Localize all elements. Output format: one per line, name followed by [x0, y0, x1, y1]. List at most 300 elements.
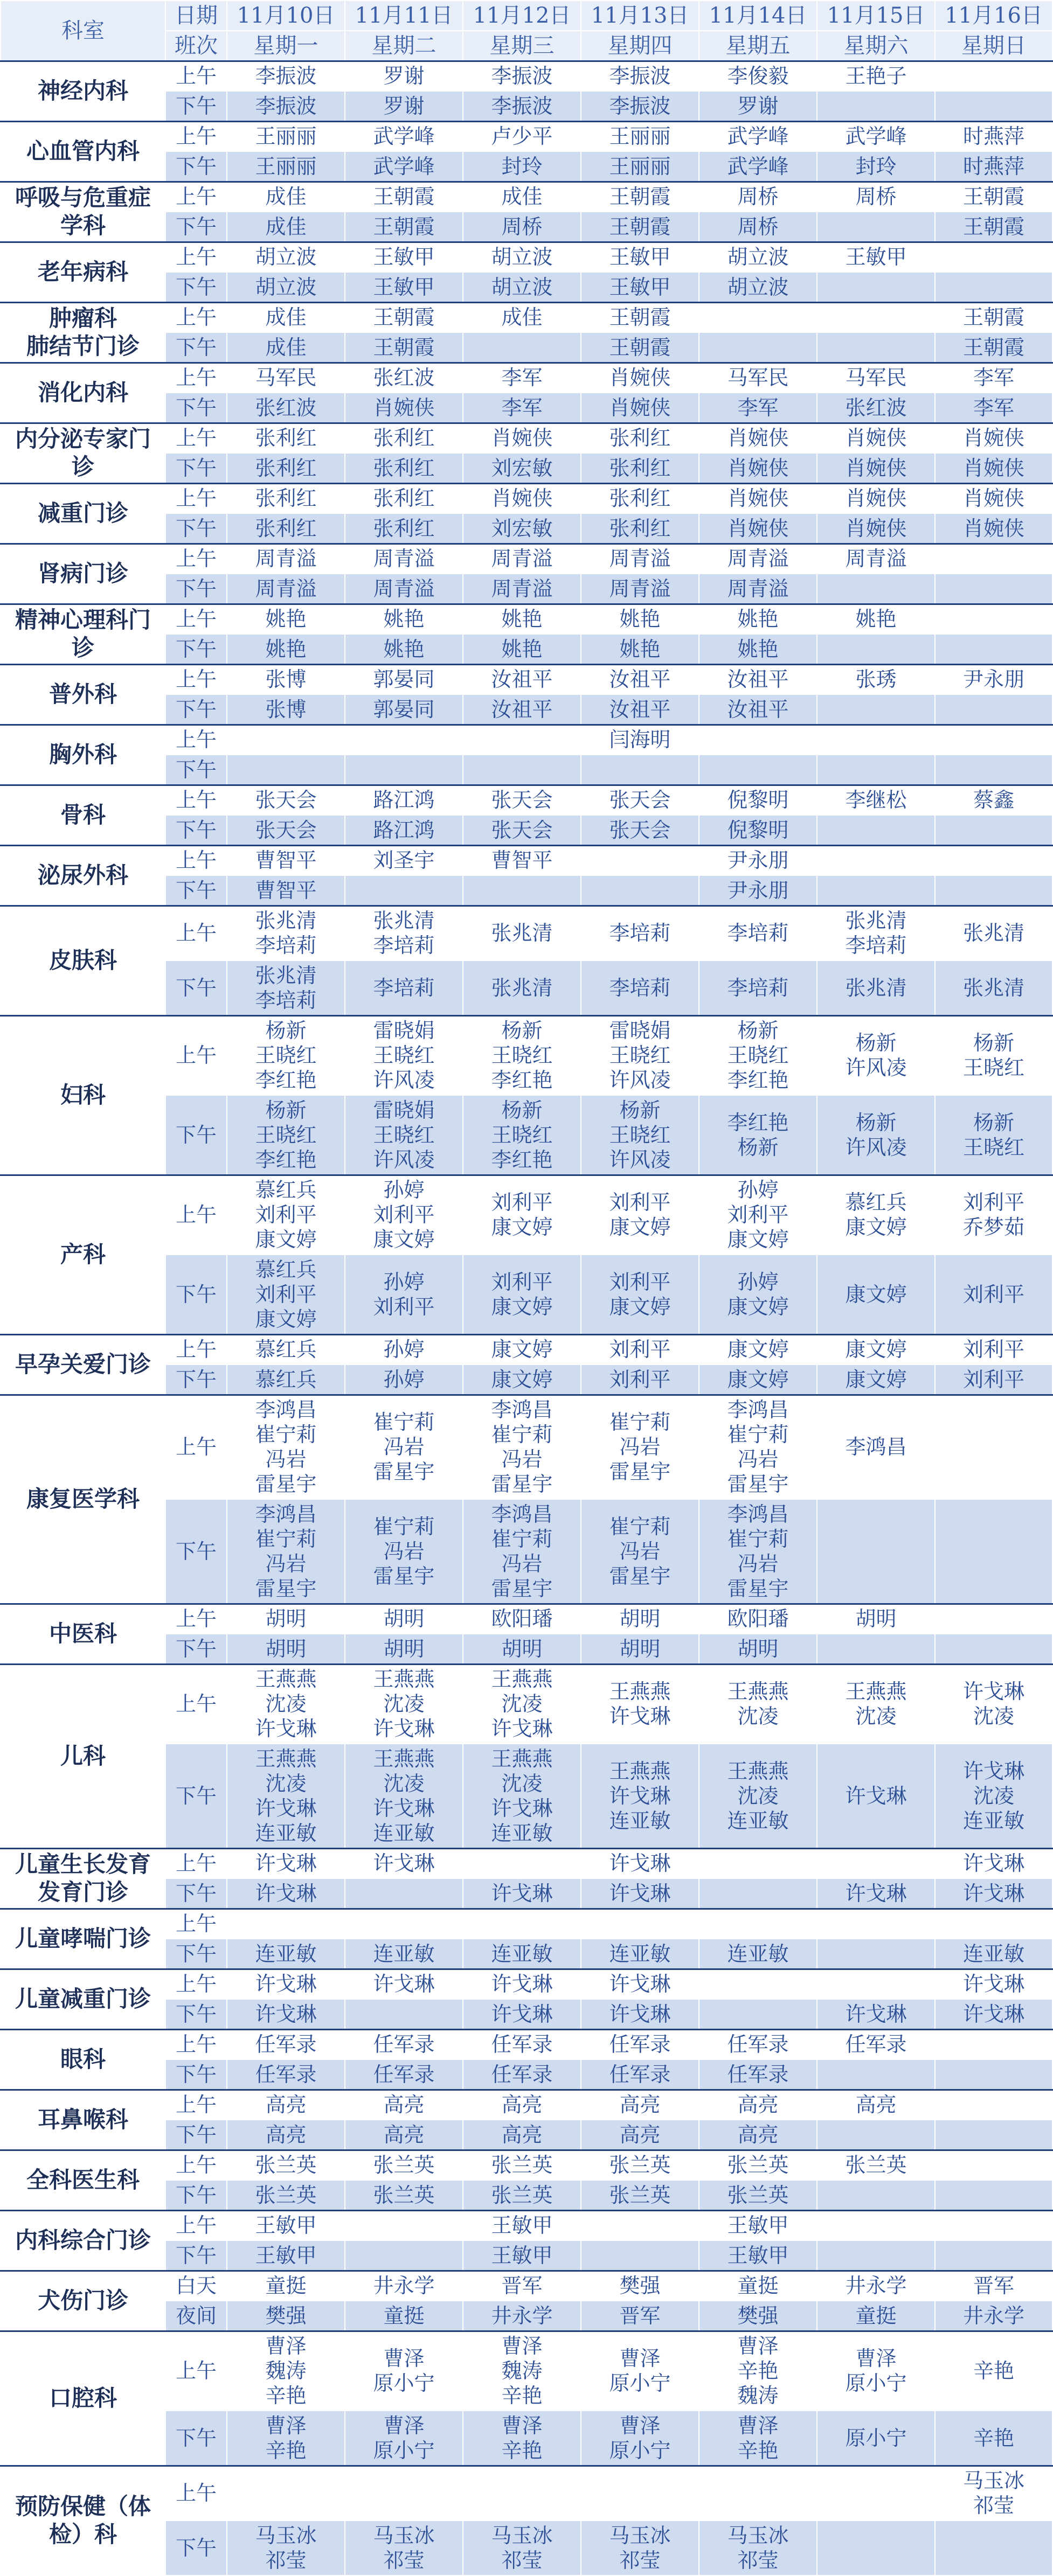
- doctor-cell: 罗谢: [699, 91, 817, 121]
- doctor-cell: 任军录: [581, 2029, 699, 2059]
- doctor-cell: 肖婉侠: [935, 453, 1052, 483]
- doctor-cell: 王敏甲: [699, 2210, 817, 2240]
- department-name: 产科: [1, 1175, 165, 1334]
- doctor-cell: 罗谢: [345, 91, 463, 121]
- doctor-cell: [463, 332, 581, 363]
- schedule-body: [1, 61, 1052, 2575]
- doctor-cell: 高亮: [699, 2090, 817, 2120]
- doctor-cell: 王朝霞: [345, 332, 463, 363]
- schedule-row: [1, 182, 1052, 212]
- doctor-cell: 周青溢: [345, 574, 463, 604]
- doctor-cell: 许戈琳: [345, 1848, 463, 1878]
- doctor-cell: 康文婷: [817, 1334, 935, 1364]
- doctor-cell: 慕红兵 刘利平 康文婷: [227, 1175, 345, 1255]
- doctor-cell: [935, 1604, 1052, 1634]
- doctor-cell: 曹泽 辛艳 魏涛: [699, 2331, 817, 2411]
- doctor-cell: [817, 1634, 935, 1664]
- shift-label: 下午: [165, 393, 227, 423]
- schedule-row: [1, 121, 1052, 151]
- shift-label: 上午: [165, 483, 227, 513]
- header-weekday: 星期二: [345, 31, 463, 61]
- doctor-cell: [935, 272, 1052, 302]
- doctor-cell: 刘利平: [581, 1364, 699, 1395]
- doctor-cell: 许戈琳: [227, 1999, 345, 2029]
- schedule-row: [1, 1848, 1052, 1878]
- doctor-cell: 闫海明: [581, 725, 699, 755]
- department-name: 耳鼻喉科: [1, 2090, 165, 2150]
- shift-label: 上午: [165, 1848, 227, 1878]
- shift-label: 下午: [165, 634, 227, 664]
- doctor-cell: [227, 1909, 345, 1939]
- doctor-cell: 胡明: [227, 1634, 345, 1664]
- doctor-cell: [935, 1499, 1052, 1604]
- doctor-cell: 肖婉侠: [699, 513, 817, 544]
- doctor-cell: 井永学: [935, 2301, 1052, 2331]
- schedule-row: [1, 544, 1052, 574]
- schedule-row: [1, 2466, 1052, 2521]
- schedule-row: [1, 363, 1052, 393]
- schedule-row: [1, 2090, 1052, 2120]
- header-date-label: 日期: [165, 1, 227, 31]
- doctor-cell: 曹泽 原小宁: [345, 2331, 463, 2411]
- doctor-cell: 肖婉侠: [817, 513, 935, 544]
- schedule-row: [1, 2271, 1052, 2301]
- doctor-cell: 曹泽 原小宁: [581, 2331, 699, 2411]
- doctor-cell: 姚艳: [227, 604, 345, 634]
- header-weekday: 星期日: [935, 31, 1052, 61]
- department-name: 康复医学科: [1, 1395, 165, 1604]
- doctor-cell: 王朝霞: [935, 332, 1052, 363]
- doctor-cell: [817, 332, 935, 363]
- shift-label: 上午: [165, 1664, 227, 1744]
- doctor-cell: 姚艳: [581, 604, 699, 634]
- doctor-cell: 高亮: [463, 2120, 581, 2150]
- doctor-cell: 肖婉侠: [817, 423, 935, 453]
- doctor-cell: 许戈琳: [463, 1878, 581, 1909]
- doctor-cell: 任军录: [581, 2059, 699, 2090]
- shift-label: 上午: [165, 604, 227, 634]
- doctor-cell: 童挺: [345, 2301, 463, 2331]
- doctor-cell: 康文婷: [463, 1334, 581, 1364]
- shift-label: 下午: [165, 1095, 227, 1175]
- doctor-cell: 成佳: [227, 212, 345, 242]
- doctor-cell: 成佳: [463, 302, 581, 332]
- doctor-cell: [345, 2240, 463, 2271]
- doctor-cell: 曹智平: [463, 845, 581, 875]
- doctor-cell: 王敏甲: [345, 272, 463, 302]
- shift-label: 下午: [165, 2120, 227, 2150]
- doctor-cell: 王敏甲: [817, 242, 935, 272]
- shift-label: 上午: [165, 1395, 227, 1499]
- doctor-cell: 任军录: [345, 2059, 463, 2090]
- doctor-cell: [935, 2521, 1052, 2575]
- doctor-cell: 时燕萍: [935, 121, 1052, 151]
- doctor-cell: 杨新 许风凌: [817, 1015, 935, 1095]
- doctor-cell: 尹永朋: [935, 664, 1052, 694]
- doctor-cell: [817, 634, 935, 664]
- doctor-cell: 肖婉侠: [817, 483, 935, 513]
- shift-label: 下午: [165, 1499, 227, 1604]
- shift-label: 上午: [165, 1969, 227, 1999]
- doctor-cell: 晋军: [581, 2301, 699, 2331]
- doctor-cell: 肖婉侠: [699, 453, 817, 483]
- schedule-row: [1, 785, 1052, 815]
- doctor-cell: 慕红兵 康文婷: [817, 1175, 935, 1255]
- doctor-cell: 马玉冰 祁莹: [463, 2521, 581, 2575]
- department-name: 消化内科: [1, 363, 165, 423]
- doctor-cell: 武学峰: [345, 121, 463, 151]
- doctor-cell: 连亚敏: [581, 1939, 699, 1969]
- schedule-row: [1, 2210, 1052, 2240]
- doctor-cell: 许戈琳: [345, 1969, 463, 1999]
- shift-label: 下午: [165, 1939, 227, 1969]
- doctor-cell: 王敏甲: [345, 242, 463, 272]
- doctor-cell: 高亮: [227, 2120, 345, 2150]
- doctor-cell: 王敏甲: [581, 242, 699, 272]
- doctor-cell: 张天会: [227, 785, 345, 815]
- doctor-cell: 张兆清 李培莉: [817, 906, 935, 960]
- doctor-cell: 张兰英: [817, 2150, 935, 2180]
- doctor-cell: 曹泽 魏涛 辛艳: [463, 2331, 581, 2411]
- doctor-cell: 姚艳: [345, 634, 463, 664]
- doctor-cell: 张天会: [581, 815, 699, 845]
- shift-label: 下午: [165, 2059, 227, 2090]
- doctor-cell: 张兰英: [699, 2150, 817, 2180]
- doctor-cell: [935, 845, 1052, 875]
- doctor-cell: 姚艳: [227, 634, 345, 664]
- doctor-cell: 汝祖平: [463, 664, 581, 694]
- doctor-cell: 许戈琳: [817, 1744, 935, 1848]
- doctor-cell: [345, 2466, 463, 2521]
- schedule-row: [1, 423, 1052, 453]
- doctor-cell: 尹永朋: [699, 845, 817, 875]
- doctor-cell: [817, 725, 935, 755]
- doctor-cell: 王敏甲: [227, 2210, 345, 2240]
- doctor-cell: 张博: [227, 694, 345, 725]
- doctor-cell: 康文婷: [699, 1334, 817, 1364]
- doctor-cell: 童挺: [699, 2271, 817, 2301]
- doctor-cell: [817, 1909, 935, 1939]
- doctor-cell: 许戈琳: [227, 1848, 345, 1878]
- doctor-cell: [817, 1848, 935, 1878]
- doctor-cell: 张博: [227, 664, 345, 694]
- doctor-cell: 胡立波: [227, 272, 345, 302]
- doctor-cell: 刘利平: [581, 1334, 699, 1364]
- doctor-cell: [227, 725, 345, 755]
- doctor-cell: 胡明: [463, 1634, 581, 1664]
- doctor-cell: 张利红: [345, 453, 463, 483]
- shift-label: 上午: [165, 2331, 227, 2411]
- shift-label: 上午: [165, 725, 227, 755]
- doctor-cell: 郭晏同: [345, 694, 463, 725]
- doctor-cell: 倪黎明: [699, 815, 817, 845]
- doctor-cell: [935, 725, 1052, 755]
- doctor-cell: 张兆清: [463, 960, 581, 1015]
- doctor-cell: [345, 875, 463, 906]
- doctor-cell: 许戈琳: [227, 1878, 345, 1909]
- doctor-cell: 汝祖平: [581, 694, 699, 725]
- shift-label: 下午: [165, 453, 227, 483]
- doctor-cell: 许戈琳: [817, 1878, 935, 1909]
- doctor-cell: 任军录: [817, 2029, 935, 2059]
- department-name: 泌尿外科: [1, 845, 165, 906]
- header-weekday: 星期四: [581, 31, 699, 61]
- doctor-cell: 辛艳: [935, 2411, 1052, 2466]
- shift-label: 上午: [165, 1909, 227, 1939]
- doctor-cell: 张兰英: [227, 2180, 345, 2210]
- schedule-row: [1, 483, 1052, 513]
- doctor-cell: 高亮: [817, 2090, 935, 2120]
- doctor-cell: 肖婉侠: [463, 423, 581, 453]
- doctor-cell: 井永学: [463, 2301, 581, 2331]
- header-row-dates: [1, 1, 1052, 31]
- schedule-row: [1, 725, 1052, 755]
- shift-label: 下午: [165, 272, 227, 302]
- doctor-cell: 任军录: [345, 2029, 463, 2059]
- doctor-cell: 曹智平: [227, 845, 345, 875]
- shift-label: 下午: [165, 574, 227, 604]
- doctor-cell: 姚艳: [345, 604, 463, 634]
- doctor-cell: 李振波: [581, 61, 699, 91]
- doctor-cell: 李军: [699, 393, 817, 423]
- doctor-cell: 慕红兵 刘利平 康文婷: [227, 1255, 345, 1334]
- doctor-cell: 张兆清 李培莉: [345, 906, 463, 960]
- shift-label: 下午: [165, 1744, 227, 1848]
- doctor-cell: [817, 574, 935, 604]
- doctor-cell: 康文婷: [699, 1364, 817, 1395]
- department-name: 儿童生长发育 发育门诊: [1, 1848, 165, 1909]
- department-name: 肾病门诊: [1, 544, 165, 604]
- doctor-cell: 姚艳: [699, 634, 817, 664]
- doctor-cell: 张利红: [581, 483, 699, 513]
- doctor-cell: 慕红兵: [227, 1364, 345, 1395]
- doctor-cell: 李鸿昌 崔宁莉 冯岩 雷星宇: [699, 1499, 817, 1604]
- doctor-cell: 杨新 王晓红: [935, 1095, 1052, 1175]
- doctor-cell: 肖婉侠: [463, 483, 581, 513]
- doctor-cell: 连亚敏: [345, 1939, 463, 1969]
- doctor-cell: 许戈琳: [581, 1999, 699, 2029]
- doctor-cell: [581, 875, 699, 906]
- doctor-cell: [935, 2210, 1052, 2240]
- department-name: 儿科: [1, 1664, 165, 1848]
- shift-label: 下午: [165, 513, 227, 544]
- doctor-cell: 王燕燕 沈凌 许戈琳: [345, 1664, 463, 1744]
- doctor-cell: [935, 242, 1052, 272]
- doctor-cell: 胡立波: [699, 242, 817, 272]
- doctor-cell: 蔡鑫: [935, 785, 1052, 815]
- shift-label: 上午: [165, 785, 227, 815]
- shift-label: 下午: [165, 2180, 227, 2210]
- doctor-cell: [935, 1395, 1052, 1499]
- doctor-cell: 曹泽 魏涛 辛艳: [227, 2331, 345, 2411]
- department-name: 肿瘤科 肺结节门诊: [1, 302, 165, 363]
- shift-label: 下午: [165, 694, 227, 725]
- doctor-cell: 许戈琳: [935, 1848, 1052, 1878]
- doctor-cell: 辛艳: [935, 2331, 1052, 2411]
- doctor-cell: 张兆清: [463, 906, 581, 960]
- doctor-cell: 李红艳 杨新: [699, 1095, 817, 1175]
- doctor-cell: 刘宏敏: [463, 453, 581, 483]
- schedule-row: [1, 604, 1052, 634]
- doctor-cell: [699, 1848, 817, 1878]
- shift-label: 下午: [165, 1634, 227, 1664]
- doctor-cell: 王丽丽: [227, 121, 345, 151]
- doctor-cell: [581, 755, 699, 785]
- doctor-cell: 马玉冰 祁莹: [699, 2521, 817, 2575]
- doctor-cell: [935, 574, 1052, 604]
- department-name: 妇科: [1, 1015, 165, 1175]
- doctor-cell: 汝祖平: [463, 694, 581, 725]
- doctor-cell: [817, 2466, 935, 2521]
- doctor-cell: [227, 2466, 345, 2521]
- doctor-cell: [699, 2466, 817, 2521]
- doctor-cell: 王燕燕 许戈琳 连亚敏: [581, 1744, 699, 1848]
- doctor-cell: 肖婉侠: [581, 363, 699, 393]
- doctor-cell: 胡明: [817, 1604, 935, 1634]
- department-name: 老年病科: [1, 242, 165, 302]
- doctor-cell: 刘利平 康文婷: [463, 1175, 581, 1255]
- doctor-cell: 李鸿昌 崔宁莉 冯岩 雷星宇: [463, 1395, 581, 1499]
- doctor-cell: 王敏甲: [581, 272, 699, 302]
- doctor-cell: 张红波: [345, 363, 463, 393]
- doctor-cell: 刘宏敏: [463, 513, 581, 544]
- doctor-cell: [817, 2210, 935, 2240]
- doctor-cell: [817, 1499, 935, 1604]
- doctor-cell: 路江鸿: [345, 815, 463, 845]
- doctor-cell: 杨新 王晓红 李红艳: [463, 1015, 581, 1095]
- doctor-cell: [463, 725, 581, 755]
- doctor-cell: 王燕燕 沈凌 许戈琳 连亚敏: [227, 1744, 345, 1848]
- doctor-cell: 张琇: [817, 664, 935, 694]
- shift-label: 上午: [165, 1604, 227, 1634]
- doctor-cell: 许戈琳: [817, 1999, 935, 2029]
- doctor-cell: [699, 1909, 817, 1939]
- doctor-cell: 刘利平 乔梦茹: [935, 1175, 1052, 1255]
- shift-label: 下午: [165, 1255, 227, 1334]
- doctor-cell: [345, 725, 463, 755]
- doctor-cell: 刘利平: [935, 1334, 1052, 1364]
- doctor-cell: [817, 1939, 935, 1969]
- doctor-cell: 王朝霞: [581, 182, 699, 212]
- department-name: 内科综合门诊: [1, 2210, 165, 2271]
- doctor-cell: 胡明: [345, 1604, 463, 1634]
- doctor-cell: [699, 1999, 817, 2029]
- schedule-row: [1, 1015, 1052, 1095]
- header-date: 11月11日: [345, 1, 463, 31]
- doctor-cell: 周青溢: [227, 544, 345, 574]
- doctor-cell: 樊强: [699, 2301, 817, 2331]
- doctor-cell: 王敏甲: [463, 2240, 581, 2271]
- doctor-cell: 路江鸿: [345, 785, 463, 815]
- shift-label: 上午: [165, 423, 227, 453]
- doctor-cell: 许戈琳: [935, 1969, 1052, 1999]
- header-weekday: 星期六: [817, 31, 935, 61]
- department-name: 减重门诊: [1, 483, 165, 544]
- doctor-cell: 高亮: [581, 2090, 699, 2120]
- shift-label: 上午: [165, 1175, 227, 1255]
- doctor-cell: 欧阳璠: [463, 1604, 581, 1634]
- doctor-cell: [817, 875, 935, 906]
- doctor-cell: 康文婷: [817, 1364, 935, 1395]
- doctor-cell: [935, 604, 1052, 634]
- doctor-cell: 封玲: [817, 151, 935, 182]
- doctor-cell: 刘利平 康文婷: [581, 1255, 699, 1334]
- shift-label: 上午: [165, 845, 227, 875]
- department-name: 眼科: [1, 2029, 165, 2090]
- header-weekday: 星期三: [463, 31, 581, 61]
- shift-label: 下午: [165, 91, 227, 121]
- doctor-cell: 杨新 王晓红 李红艳: [227, 1095, 345, 1175]
- doctor-cell: 张兆清: [935, 906, 1052, 960]
- doctor-cell: 李继松: [817, 785, 935, 815]
- doctor-cell: 李培莉: [581, 960, 699, 1015]
- shift-label: 上午: [165, 2029, 227, 2059]
- doctor-cell: 胡明: [345, 1634, 463, 1664]
- doctor-cell: 王朝霞: [581, 332, 699, 363]
- doctor-cell: 武学峰: [817, 121, 935, 151]
- doctor-cell: [463, 1848, 581, 1878]
- doctor-cell: [581, 845, 699, 875]
- doctor-cell: 王丽丽: [581, 151, 699, 182]
- doctor-cell: 李军: [935, 363, 1052, 393]
- shift-label: 下午: [165, 1999, 227, 2029]
- header-weekday: 星期一: [227, 31, 345, 61]
- department-name: 心血管内科: [1, 121, 165, 182]
- doctor-cell: 汝祖平: [699, 694, 817, 725]
- doctor-cell: 许戈琳 沈凌: [935, 1664, 1052, 1744]
- doctor-cell: 王丽丽: [581, 121, 699, 151]
- shift-label: 上午: [165, 182, 227, 212]
- schedule-row: [1, 1664, 1052, 1744]
- doctor-cell: 武学峰: [699, 121, 817, 151]
- doctor-cell: 卢少平: [463, 121, 581, 151]
- doctor-cell: [935, 755, 1052, 785]
- doctor-cell: 张兆清 李培莉: [227, 906, 345, 960]
- doctor-cell: 刘圣宇: [345, 845, 463, 875]
- doctor-cell: 周桥: [699, 212, 817, 242]
- doctor-cell: 王敏甲: [699, 2240, 817, 2271]
- doctor-cell: 曹泽 原小宁: [345, 2411, 463, 2466]
- doctor-cell: 井永学: [817, 2271, 935, 2301]
- doctor-cell: 高亮: [227, 2090, 345, 2120]
- doctor-cell: 肖婉侠: [699, 423, 817, 453]
- department-name: 口腔科: [1, 2331, 165, 2466]
- doctor-cell: 孙婷 刘利平: [345, 1255, 463, 1334]
- doctor-cell: 曹智平: [227, 875, 345, 906]
- doctor-cell: 任军录: [227, 2059, 345, 2090]
- doctor-cell: 王燕燕 沈凌 许戈琳 连亚敏: [345, 1744, 463, 1848]
- doctor-cell: 张利红: [581, 513, 699, 544]
- doctor-cell: [817, 694, 935, 725]
- doctor-cell: 胡立波: [227, 242, 345, 272]
- doctor-cell: 任军录: [463, 2029, 581, 2059]
- doctor-cell: [345, 1999, 463, 2029]
- doctor-cell: 王艳子: [817, 61, 935, 91]
- doctor-cell: 姚艳: [817, 604, 935, 634]
- doctor-cell: 高亮: [463, 2090, 581, 2120]
- doctor-cell: [227, 755, 345, 785]
- doctor-cell: 杨新 王晓红: [935, 1015, 1052, 1095]
- schedule-row: [1, 2331, 1052, 2411]
- doctor-cell: 樊强: [227, 2301, 345, 2331]
- doctor-cell: [935, 2059, 1052, 2090]
- schedule-row: [1, 2029, 1052, 2059]
- doctor-cell: 李军: [463, 393, 581, 423]
- doctor-cell: 崔宁莉 冯岩 雷星宇: [345, 1499, 463, 1604]
- doctor-cell: 童挺: [817, 2301, 935, 2331]
- shift-label: 下午: [165, 755, 227, 785]
- doctor-cell: 肖婉侠: [935, 483, 1052, 513]
